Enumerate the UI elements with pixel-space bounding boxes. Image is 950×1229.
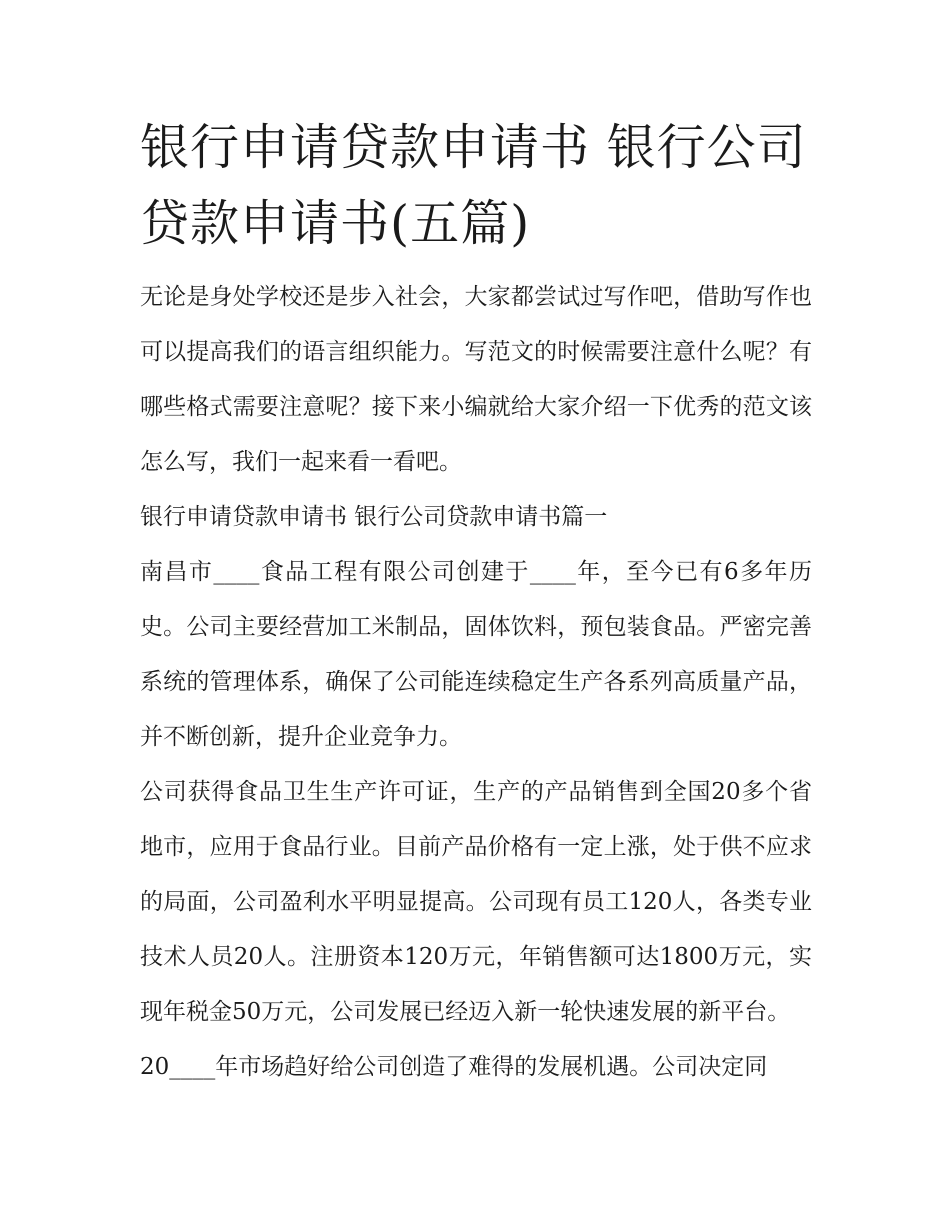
document-title: 银行申请贷款申请书 银行公司贷款申请书(五篇): [140, 119, 807, 252]
body-paragraph: 20____年市场趋好给公司创造了难得的发展机遇。公司决定同: [140, 1054, 768, 1080]
body-paragraph: 南昌市____食品工程有限公司创建于____年，至今已有6多年历史。公司主要经营加工米制品，固体饮料，预包装食品。严密完善系统的管理体系，确保了公司能连续稳定生产各系列高质量产品，并不断创新，提升企业竞争力。: [140, 559, 812, 750]
intro-paragraph: 无论是身处学校还是步入社会，大家都尝试过写作吧，借助写作也可以提高我们的语言组织能力。写范文的时候需要注意什么呢？有哪些格式需要注意呢？接下来小编就给大家介绍一下优秀的范文该怎么写，我们一起来看一看吧。: [140, 284, 812, 475]
body-paragraph: 公司获得食品卫生生产许可证，生产的产品销售到全国20多个省地市，应用于食品行业。目前产品价格有一定上涨，处于供不应求的局面，公司盈利水平明显提高。公司现有员工120人，各类专业技术人员20人。注册资本120万元，年销售额可达1800万元，实现年税金50万元，公司发展已经迈入新一轮快速发展的新平台。: [140, 779, 812, 1025]
document-page: [140, 110, 812, 1095]
section-heading: 银行申请贷款申请书 银行公司贷款申请书篇一: [140, 504, 608, 530]
